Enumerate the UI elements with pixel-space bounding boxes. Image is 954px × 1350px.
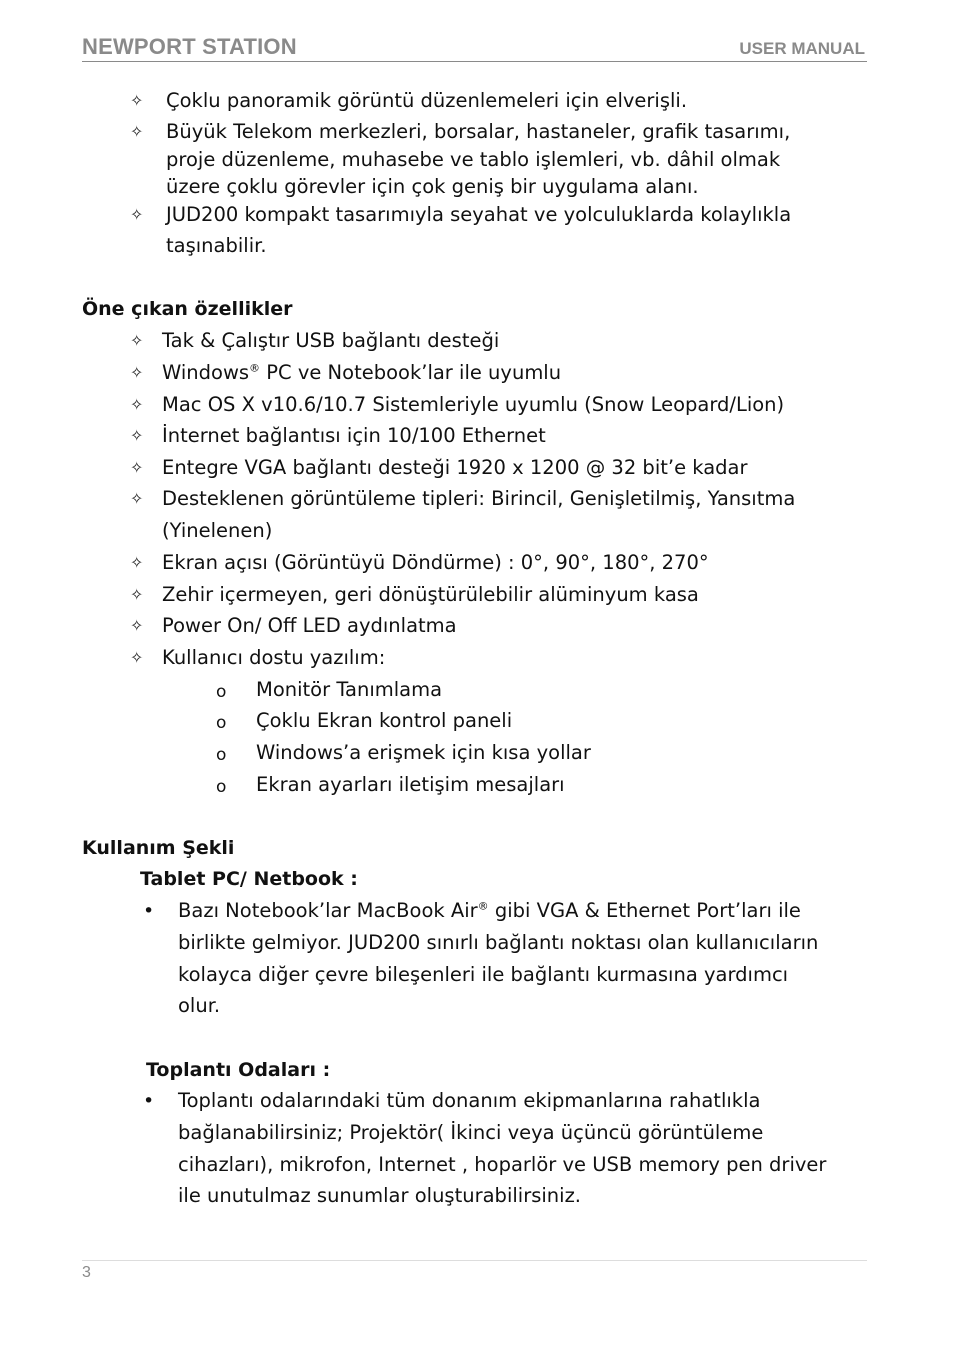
feature-item: Mac OS X v10.6/10.7 Sistemleriyle uyumlu (Snow Leopard/Lion): [162, 393, 785, 416]
feature-item: [162, 361, 561, 385]
feature-item: Kullanıcı dostu yazılım:: [162, 646, 386, 669]
four-point-star-icon: ✧: [130, 489, 144, 508]
sub-item: Çoklu Ekran kontrol paneli: [256, 709, 513, 732]
meeting-text-line-2: bağlanabilirsiniz; Projektör( İkinci veya üçüncü görüntüleme: [178, 1121, 764, 1144]
four-point-star-icon: ✧: [130, 426, 144, 445]
feature-windows-text: Windows: [162, 361, 250, 384]
four-point-star-icon: ✧: [130, 553, 144, 572]
tablet-text-line-2: birlikte gelmiyor. JUD200 sınırlı bağlantı noktası olan kullanıcıların: [178, 931, 819, 954]
tablet-macbook-text: Bazı Notebook’lar MacBook Air: [178, 899, 478, 922]
brand-title: NEWPORT STATION: [82, 34, 297, 59]
footer-divider: [82, 1260, 867, 1261]
intro-bullet-2-line-3: üzere çoklu görevler için çok geniş bir uygulama alanı.: [166, 175, 699, 198]
tablet-text-line-1: [178, 899, 801, 923]
meeting-text-line-3: cihazları), mikrofon, Internet , hoparlör ve USB memory pen driver: [178, 1153, 827, 1176]
tablet-text-line-4: olur.: [178, 994, 221, 1017]
meeting-text-line-1: Toplantı odalarındaki tüm donanım ekipmanlarına rahatlıkla: [178, 1089, 761, 1112]
feature-item: Entegre VGA bağlantı desteği 1920 x 1200 @ 32 bit’e kadar: [162, 456, 748, 479]
four-point-star-icon: ✧: [130, 205, 144, 224]
bullet-icon: •: [143, 1090, 155, 1112]
registered-mark: ®: [249, 361, 261, 375]
intro-bullet-3-line-2: taşınabilir.: [166, 234, 267, 257]
meeting-heading: Toplantı Odaları :: [146, 1059, 331, 1081]
tablet-text-line-3: kolayca diğer çevre bileşenleri ile bağlantı kurmasına yardımcı: [178, 963, 789, 986]
four-point-star-icon: ✧: [130, 458, 144, 477]
four-point-star-icon: ✧: [130, 91, 144, 110]
usage-heading: Kullanım Şekli: [82, 837, 235, 859]
sub-item: Monitör Tanımlama: [256, 678, 443, 701]
intro-bullet-1: Çoklu panoramik görüntü düzenlemeleri için elverişli.: [166, 89, 688, 112]
sub-bullet-marker: o: [216, 777, 227, 797]
tablet-heading: Tablet PC/ Netbook :: [140, 868, 358, 890]
feature-item-continuation: (Yinelenen): [162, 519, 273, 542]
bullet-icon: •: [143, 900, 155, 922]
document-type: USER MANUAL: [739, 39, 865, 58]
meeting-text-line-4: ile unutulmaz sunumlar oluşturabilirsiniz.: [178, 1184, 581, 1207]
feature-item: İnternet bağlantısı için 10/100 Ethernet: [162, 424, 546, 447]
four-point-star-icon: ✧: [130, 363, 144, 382]
intro-bullet-2-line-2: proje düzenleme, muhasebe ve tablo işlemleri, vb. dâhil olmak: [166, 148, 781, 171]
registered-mark: ®: [477, 899, 489, 913]
feature-item: Zehir içermeyen, geri dönüştürülebilir alüminyum kasa: [162, 583, 699, 606]
page-header: [82, 34, 867, 62]
sub-bullet-marker: o: [216, 682, 227, 702]
four-point-star-icon: ✧: [130, 585, 144, 604]
page-number: 3: [82, 1264, 91, 1281]
sub-item: Windows’a erişmek için kısa yollar: [256, 741, 591, 764]
sub-bullet-marker: o: [216, 713, 227, 733]
four-point-star-icon: ✧: [130, 395, 144, 414]
sub-bullet-marker: o: [216, 745, 227, 765]
intro-bullet-2-line-1: Büyük Telekom merkezleri, borsalar, hastaneler, grafik tasarımı,: [166, 120, 791, 143]
feature-windows-rest: PC ve Notebook’lar ile uyumlu: [260, 361, 562, 384]
intro-bullet-3-line-1: JUD200 kompakt tasarımıyla seyahat ve yolculuklarda kolaylıkla: [166, 203, 792, 226]
feature-item: Power On/ Off LED aydınlatma: [162, 614, 457, 637]
feature-item: Desteklenen görüntüleme tipleri: Birincil, Genişletilmiş, Yansıtma: [162, 487, 796, 510]
feature-item: Tak & Çalıştır USB bağlantı desteği: [162, 329, 500, 352]
sub-item: Ekran ayarları iletişim mesajları: [256, 773, 565, 796]
feature-item: Ekran açısı (Görüntüyü Döndürme) : 0°, 90°, 180°, 270°: [162, 551, 709, 574]
tablet-macbook-rest: gibi VGA & Ethernet Port’ları ile: [488, 899, 801, 922]
four-point-star-icon: ✧: [130, 122, 144, 141]
features-heading: Öne çıkan özellikler: [82, 298, 293, 320]
four-point-star-icon: ✧: [130, 331, 144, 350]
four-point-star-icon: ✧: [130, 616, 144, 635]
four-point-star-icon: ✧: [130, 648, 144, 667]
